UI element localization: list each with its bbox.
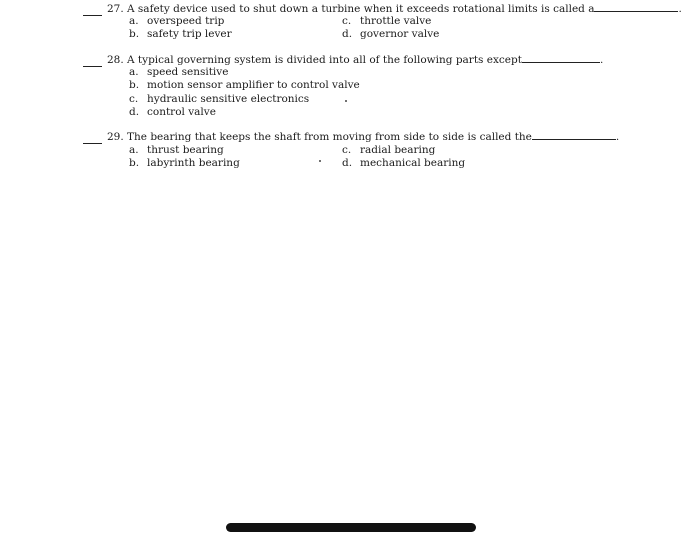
answer-blank-28	[83, 66, 102, 67]
answer-blank-29	[83, 143, 102, 144]
question-29-stem: 29. The bearing that keeps the shaft from moving from side to side is called the .	[107, 131, 620, 143]
question-number: 28.	[107, 54, 124, 66]
option-28-a: a. speed sensitive	[129, 66, 229, 78]
question-number: 29.	[107, 131, 124, 143]
stray-mark	[319, 160, 321, 162]
question-text: The bearing that keeps the shaft from moving from side to side is called the	[127, 131, 532, 143]
fill-in-blank	[522, 53, 600, 63]
option-27-a: a. overspeed trip	[129, 15, 225, 27]
stray-mark	[345, 100, 347, 102]
fill-in-blank	[594, 2, 678, 12]
home-indicator-bar[interactable]	[226, 523, 476, 532]
fill-in-blank	[532, 130, 616, 140]
option-27-c: c. throttle valve	[342, 15, 432, 27]
question-text: A safety device used to shut down a turbine when it exceeds rotational limits is called a	[127, 3, 595, 15]
answer-blank-27	[83, 15, 102, 16]
option-27-d: d. governor valve	[342, 28, 440, 40]
option-29-b: b. labyrinth bearing	[129, 157, 240, 169]
option-28-d: d. control valve	[129, 106, 216, 118]
option-28-c: c. hydraulic sensitive electronics	[129, 93, 310, 105]
option-29-a: a. thrust bearing	[129, 144, 224, 156]
option-29-c: c. radial bearing	[342, 144, 436, 156]
option-27-b: b. safety trip lever	[129, 28, 232, 40]
option-29-d: d. mechanical bearing	[342, 157, 466, 169]
question-27-stem: 27. A safety device used to shut down a turbine when it exceeds rotational limits is called a .	[107, 3, 682, 15]
question-text: A typical governing system is divided into all of the following parts except	[127, 54, 522, 66]
question-28-stem: 28. A typical governing system is divided into all of the following parts except .	[107, 54, 604, 66]
question-number: 27.	[107, 3, 124, 15]
option-28-b: b. motion sensor amplifier to control valve	[129, 79, 360, 91]
